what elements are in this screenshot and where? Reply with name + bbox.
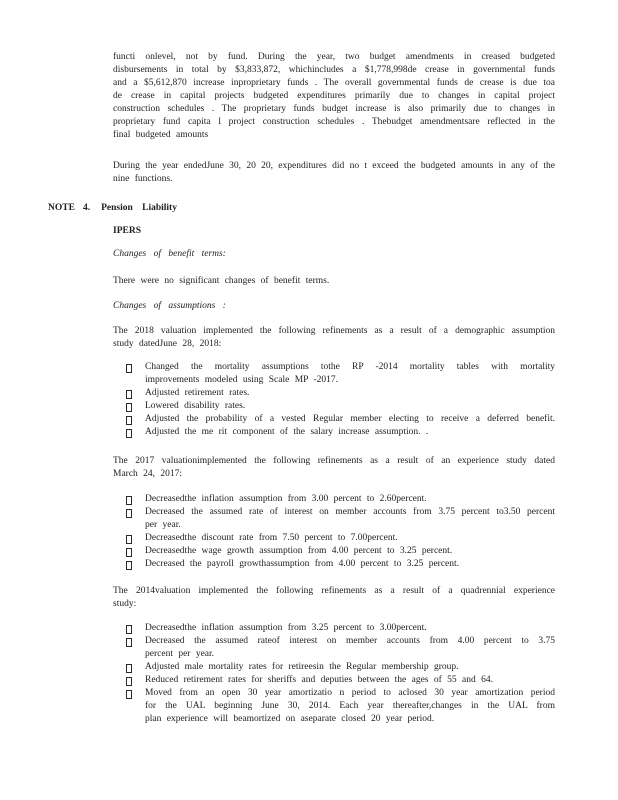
bullet-square-icon xyxy=(126,561,132,570)
bullet-item xyxy=(113,622,555,635)
bullet-text-line: Reduced retirement rates for sheriffs and deputies between the ages of 55 and 64. xyxy=(145,675,493,685)
text-line: final budgeted amounts xyxy=(113,130,209,140)
bullet-text-line: Changed the mortality assumptions tothe RP -2014 mortality tables with mortality xyxy=(145,362,555,372)
bullet-item xyxy=(113,545,555,558)
bullet-square-icon xyxy=(126,416,132,425)
text-line: study: xyxy=(113,599,137,609)
bullet-text-line: plan experience will beamortized on aseparate closed 20 year period. xyxy=(145,714,435,724)
text-line: The 2018 valuation implemented the following refinements as a result of a demographic assumption xyxy=(113,326,555,336)
bullet-square-icon xyxy=(126,364,132,373)
bullet-item xyxy=(113,361,555,387)
bullet-item xyxy=(113,506,555,532)
bullet-text-line: Decreased the assumed rate of interest on member accounts from 3.75 percent to3.50 percent xyxy=(145,507,555,517)
valuation-2017-intro xyxy=(113,455,555,481)
bullet-square-icon xyxy=(126,390,132,399)
text-line: construction schedules . The proprietary funds budget increase is also primarily due to changes in xyxy=(113,104,555,114)
text-line: The 2017 valuationimplemented the following refinements as a result of an experience study dated xyxy=(113,456,555,466)
bullet-item xyxy=(113,426,555,439)
ipers-heading: IPERS xyxy=(113,226,141,236)
bullet-square-icon xyxy=(126,496,132,505)
text-line: disbursements in total by $3,833,872, whichincludes a $1,778,998de crease in governmental funds xyxy=(113,65,555,75)
bullet-item xyxy=(113,661,555,674)
benefit-terms-text: There were no significant changes of benefit terms. xyxy=(113,276,330,286)
bullet-text-line: Decreasedthe inflation assumption from 3.25 percent to 3.00percent. xyxy=(145,623,427,633)
text-line: proprietary fund capita l project construction schedules . Thebudget amendmentsare reflected in the xyxy=(113,117,555,127)
valuation-2014-intro xyxy=(113,585,555,611)
bullet-text-line: for the UAL beginning June 30, 2014. Each year thereafter,changes in the UAL from xyxy=(145,701,555,711)
bullet-text-line: Decreasedthe discount rate from 7.50 percent to 7.00percent. xyxy=(145,533,398,543)
bullet-square-icon xyxy=(126,535,132,544)
changes-assumptions-heading: Changes of assumptions : xyxy=(113,301,226,311)
text-line: and a $5,612,870 increase inproprietary funds . The overall governmental funds de crease is due toa xyxy=(113,78,555,88)
bullet-square-icon xyxy=(126,690,132,699)
bullet-item xyxy=(113,558,555,571)
bullet-square-icon xyxy=(126,625,132,634)
bullet-item xyxy=(113,400,555,413)
bullet-text-line: Decreasedthe wage growth assumption from 4.00 percent to 3.25 percent. xyxy=(145,546,453,556)
valuation-2017-bullets xyxy=(113,493,555,571)
note-title: Pension Liability xyxy=(101,203,177,213)
text-line: The 2014valuation implemented the following refinements as a result of a quadrennial experience xyxy=(113,586,555,596)
paragraph-budget-amendments xyxy=(113,51,555,142)
note-label: NOTE xyxy=(48,203,75,213)
bullet-square-icon xyxy=(126,677,132,686)
text-line: study datedJune 28, 2018: xyxy=(113,339,222,349)
bullet-square-icon xyxy=(126,403,132,412)
bullet-text-line: improvements modeled using Scale MP -2017. xyxy=(145,375,339,385)
bullet-text-line: Decreased the assumed rateof interest on member accounts from 4.00 percent to 3.75 xyxy=(145,636,555,646)
bullet-text-line: Decreasedthe inflation assumption from 3.00 percent to 2.60percent. xyxy=(145,494,427,504)
text-line: nine functions. xyxy=(113,174,173,184)
bullet-text-line: percent per year. xyxy=(145,649,215,659)
bullet-item xyxy=(113,674,555,687)
bullet-text-line: Moved from an open 30 year amortizatio n period to aclosed 30 year amortization period xyxy=(145,688,555,698)
note-number: 4. xyxy=(82,203,91,213)
bullet-square-icon xyxy=(126,664,132,673)
note-4-heading xyxy=(48,202,618,215)
text-line: functi onlevel, not by fund. During the year, two budget amendments in creased budgeted xyxy=(113,52,555,62)
bullet-item xyxy=(113,387,555,400)
valuation-2018-intro xyxy=(113,325,555,351)
bullet-square-icon xyxy=(126,509,132,518)
bullet-square-icon xyxy=(126,429,132,438)
bullet-item xyxy=(113,413,555,426)
bullet-square-icon xyxy=(126,638,132,647)
bullet-square-icon xyxy=(126,548,132,557)
text-line: de crease in capital projects budgeted expenditures primarily due to changes in capital project xyxy=(113,91,555,101)
bullet-text-line: Decreased the payroll growthassumption from 4.00 percent to 3.25 percent. xyxy=(145,559,460,569)
bullet-text-line: per year. xyxy=(145,520,181,530)
text-line: March 24, 2017: xyxy=(113,469,183,479)
valuation-2018-bullets xyxy=(113,361,555,439)
bullet-text-line: Adjusted the me rit component of the salary increase assumption. . xyxy=(145,427,429,437)
bullet-text-line: Adjusted retirement rates. xyxy=(145,388,250,398)
bullet-item xyxy=(113,532,555,545)
bullet-item xyxy=(113,687,555,726)
paragraph-expenditures xyxy=(113,160,555,186)
valuation-2014-bullets xyxy=(113,622,555,726)
bullet-text-line: Lowered disability rates. xyxy=(145,401,246,411)
bullet-item xyxy=(113,635,555,661)
bullet-text-line: Adjusted male mortality rates for retireesin the Regular membership group. xyxy=(145,662,459,672)
changes-benefit-terms-heading: Changes of benefit terms: xyxy=(113,249,226,259)
text-line: During the year endedJune 30, 20 20, expenditures did no t exceed the budgeted amounts in any of the xyxy=(113,161,555,171)
bullet-item xyxy=(113,493,555,506)
bullet-text-line: Adjusted the probability of a vested Regular member electing to receive a deferred benefit. xyxy=(145,414,555,424)
